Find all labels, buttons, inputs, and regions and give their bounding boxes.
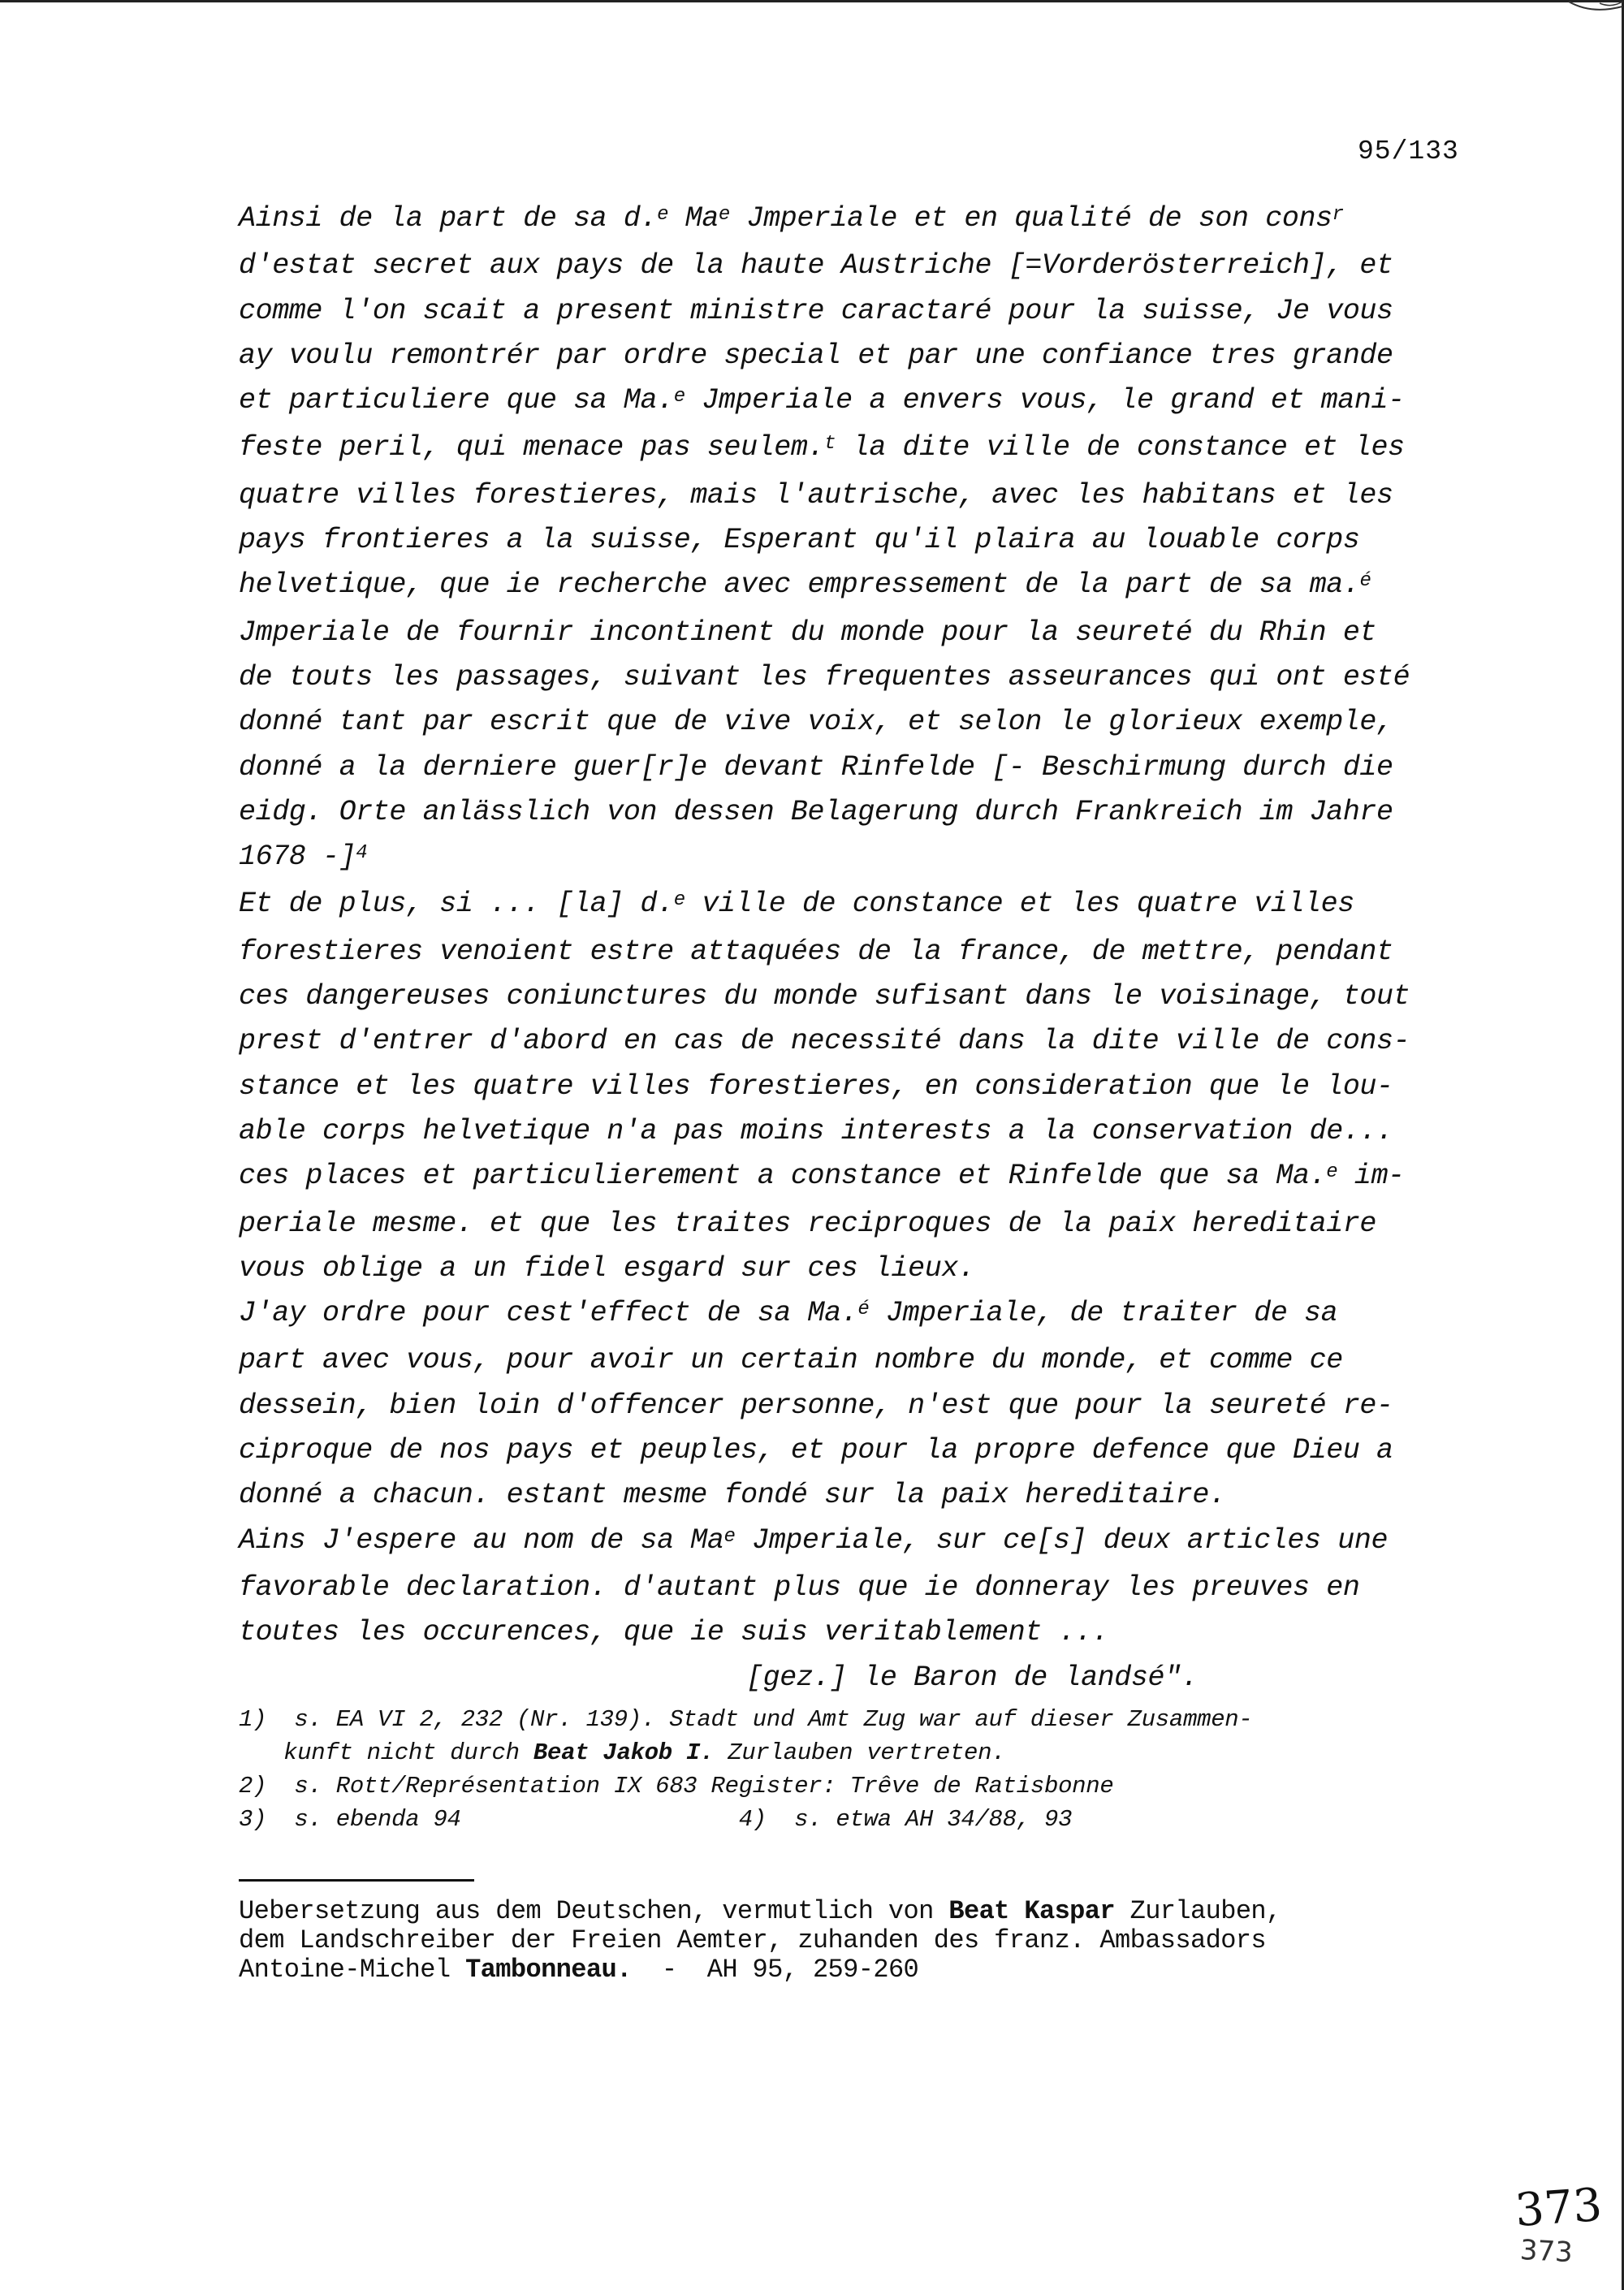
text-run: periale mesme. et que les traites reciproques de la paix hereditaire [239, 1207, 1377, 1240]
text-run: stance et les quatre villes forestieres, en consideration que le lou- [239, 1069, 1393, 1103]
signature-line [239, 1656, 1505, 1700]
body-line [239, 334, 1505, 378]
text-run: ay voulu remontrér par ordre special et par une confiance tres grande [239, 339, 1393, 372]
body-line [239, 1610, 1505, 1655]
superscript: e [718, 204, 730, 226]
text-run: forestieres venoient estre attaquées de la france, de mettre, pendant [239, 935, 1393, 968]
text-run: Antoine-Michel [239, 1955, 466, 1985]
source-note-line [239, 1897, 1570, 1926]
source-note [239, 1897, 1570, 1985]
text-run: 1678 -] [239, 840, 356, 874]
svg-text:373: 373 [1518, 2233, 1574, 2270]
footnote-line [239, 1803, 1538, 1836]
body-line [239, 882, 1505, 929]
superscript: é [1359, 570, 1371, 593]
text-run: Zurlauben vertreten. [714, 1739, 1006, 1766]
body-line [239, 518, 1505, 563]
text-run: prest d'entrer d'abord en cas de necessité dans la dite ville de cons- [239, 1025, 1410, 1058]
text-run: de touts les passages, suivant les frequentes asseurances qui ont esté [239, 660, 1410, 693]
text-run: favorable declaration. d'autant plus que ie donneray les preuves en [239, 1571, 1360, 1604]
body-line [239, 1202, 1505, 1247]
svg-text:373: 373 [1513, 2178, 1604, 2238]
page-number: 95/133 [1358, 136, 1459, 166]
text-run: ces places et particulierement a constance et Rinfelde que sa Ma. [239, 1160, 1327, 1193]
body-line [239, 974, 1505, 1019]
text-run: ville de constance et les quatre villes [685, 888, 1354, 921]
superscript: é [857, 1298, 870, 1321]
text-run: comme l'on scait a present ministre caractaré pour la suisse, Je vous [239, 294, 1393, 327]
text-run: kunft nicht durch [283, 1739, 533, 1766]
source-note-line [239, 1955, 1570, 1985]
body-line [239, 745, 1505, 790]
body-line [239, 1473, 1505, 1518]
text-run: donné tant par escrit que de vive voix, et selon le glorieux exemple, [239, 706, 1393, 739]
text-run: eidg. Orte anlässlich von dessen Belagerung durch Frankreich im Jahre [239, 795, 1393, 828]
body-line [239, 289, 1505, 334]
footnote-line [239, 1769, 1538, 1803]
body-line [239, 1247, 1505, 1291]
text-run: im- [1337, 1160, 1405, 1193]
footnote-separator [239, 1879, 474, 1882]
page-border-top [0, 0, 1624, 2]
text-run: Ainsi de la part de sa d. [239, 202, 658, 235]
superscript: t [824, 433, 836, 456]
text-run: la dite ville de constance et les [836, 431, 1405, 464]
body-line [239, 1291, 1505, 1338]
body-line [239, 1384, 1505, 1428]
body-line [239, 835, 1505, 882]
body-line [239, 700, 1505, 745]
text-run: ces dangereuses coniunctures du monde sufisant dans le voisinage, tout [239, 980, 1410, 1013]
footnote-line [239, 1736, 1538, 1769]
text-run: helvetique, que ie recherche avec empressement de la part de sa ma. [239, 568, 1360, 602]
superscript: e [673, 889, 685, 912]
body-line [239, 244, 1505, 288]
text-run: vous oblige a un fidel esgard sur ces lieux. [239, 1251, 975, 1285]
text-run: Jmperiale, sur ce[s] deux articles une [735, 1523, 1389, 1557]
body-line [239, 930, 1505, 974]
text-run: Jmperiale a envers vous, le grand et mani- [685, 384, 1405, 417]
body-line [239, 378, 1505, 426]
body-line [239, 197, 1505, 244]
text-run: 3) s. ebenda 94 4) s. etwa AH 34/88, 93 [239, 1806, 1073, 1833]
text-run: [gez.] le Baron de landsé". [746, 1661, 1199, 1694]
body-line [239, 1109, 1505, 1154]
text-run: 1) s. EA VI 2, 232 (Nr. 139). Stadt und Amt Zug war auf dieser Zusammen- [239, 1706, 1253, 1733]
text-run: Jmperiale de fournir incontinent du monde pour la seureté du Rhin et [239, 616, 1377, 649]
text-run: feste peril, qui menace pas seulem. [239, 431, 825, 464]
bold-name: Beat Jakob I. [533, 1739, 715, 1766]
page-corner-curl [1567, 0, 1624, 16]
body-line [239, 655, 1505, 700]
text-run: part avec vous, pour avoir un certain nombre du monde, et comme ce [239, 1344, 1343, 1377]
body-line [239, 1428, 1505, 1473]
text-run: dem Landschreiber der Freien Aemter, zuhanden des franz. Ambassadors [239, 1925, 1267, 1955]
body-line [239, 1519, 1505, 1566]
body-line [239, 473, 1505, 518]
text-run: donné a la derniere guer[r]e devant Rinfelde [- Beschirmung durch die [239, 750, 1393, 784]
body-line [239, 426, 1505, 473]
text-run: Jmperiale, de traiter de sa [869, 1297, 1338, 1330]
text-run: Uebersetzung aus dem Deutschen, vermutlich von [239, 1896, 949, 1926]
body-line [239, 1154, 1505, 1201]
superscript: 4 [356, 842, 368, 865]
letter-body [239, 197, 1505, 1700]
text-run: pays frontieres a la suisse, Esperant qu'il plaira au louable corps [239, 524, 1360, 557]
body-line [239, 1566, 1505, 1610]
text-run: J'ay ordre pour cest'effect de sa Ma. [239, 1297, 858, 1330]
text-run: - AH 95, 259-260 [631, 1955, 919, 1985]
superscript: e [657, 204, 669, 226]
superscript: e [1326, 1161, 1338, 1184]
bold-name: Beat Kaspar [948, 1896, 1115, 1926]
footnote-line [239, 1703, 1538, 1736]
text-run: Jmperiale et en qualité de son cons [729, 202, 1332, 235]
text-run: et particuliere que sa Ma. [239, 384, 674, 417]
footnotes [239, 1703, 1538, 1836]
text-run: dessein, bien loin d'offencer personne, n'est que pour la seureté re- [239, 1389, 1393, 1422]
text-run: Ains J'espere au nom de sa Ma [239, 1523, 724, 1557]
text-run: donné a chacun. estant mesme fondé sur la paix hereditaire. [239, 1479, 1226, 1512]
superscript: e [723, 1525, 736, 1548]
body-line [239, 1338, 1505, 1383]
handwritten-page-mark [1512, 2176, 1604, 2274]
text-run: Ma [668, 202, 719, 235]
text-run: Et de plus, si ... [la] d. [239, 888, 674, 921]
text-run: toutes les occurences, que ie suis veritablement ... [239, 1616, 1109, 1649]
text-run: 2) s. Rott/Représentation IX 683 Register: Trêve de Ratisbonne [239, 1773, 1114, 1800]
source-note-line [239, 1926, 1570, 1955]
text-run: d'estat secret aux pays de la haute Austriche [=Vorderösterreich], et [239, 249, 1393, 283]
text-run: ciproque de nos pays et peuples, et pour la propre defence que Dieu a [239, 1434, 1393, 1467]
text-run: able corps helvetique n'a pas moins interests a la conservation de... [239, 1114, 1393, 1147]
body-line [239, 1019, 1505, 1064]
body-line [239, 563, 1505, 610]
bold-name: Tambonneau. [465, 1955, 632, 1985]
body-line [239, 1065, 1505, 1109]
body-line [239, 611, 1505, 655]
text-run: quatre villes forestieres, mais l'autrische, avec les habitans et les [239, 478, 1393, 512]
text-run: Zurlauben, [1115, 1896, 1281, 1926]
body-line [239, 790, 1505, 835]
superscript: e [673, 386, 685, 408]
superscript: r [1332, 204, 1344, 226]
